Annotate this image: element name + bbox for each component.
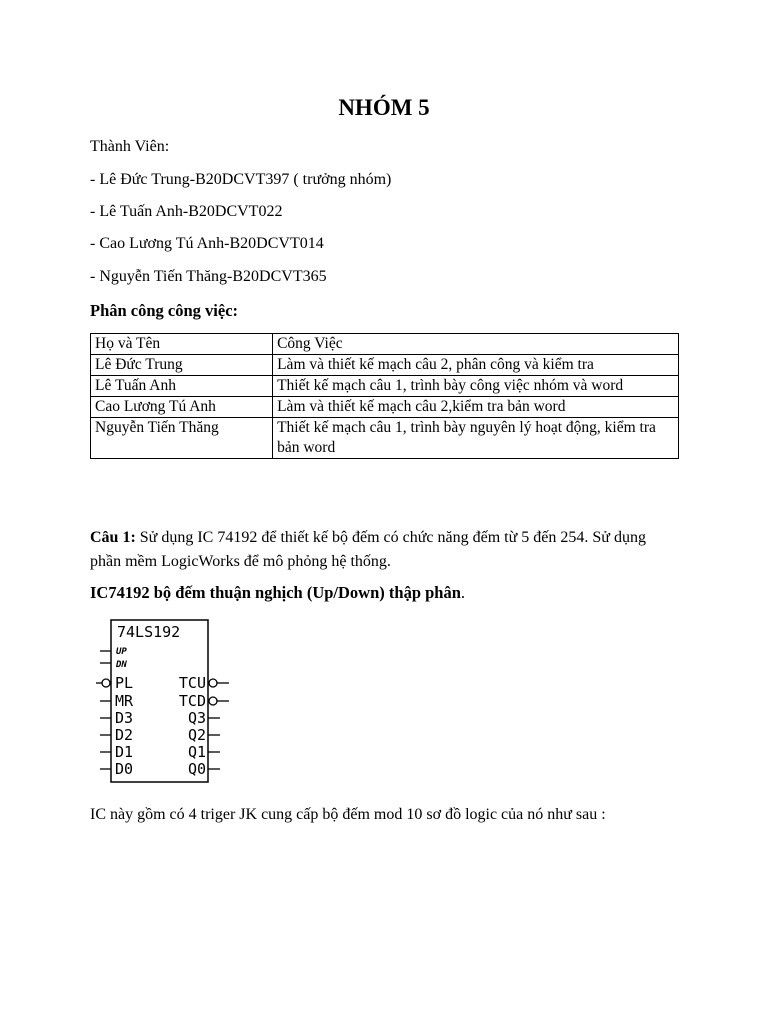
table-cell-name: Lê Tuấn Anh <box>91 376 273 397</box>
ic-74ls192-symbol <box>86 617 236 785</box>
member-item: - Lê Tuấn Anh-B20DCVT022 <box>90 203 283 220</box>
question-label: Câu 1: <box>90 529 136 546</box>
pin-label-d2: D2 <box>115 726 134 744</box>
pin-label-q3: Q3 <box>187 709 206 727</box>
assignment-heading: Phân công công việc: <box>90 301 239 320</box>
pin-label-tcu: TCU <box>178 674 206 692</box>
pin-label-pl: PL <box>115 674 134 692</box>
pin-label-tcd: TCD <box>178 692 206 710</box>
pin-label-d3: D3 <box>115 709 134 727</box>
pin-label-d1: D1 <box>115 743 134 761</box>
table-cell-task: Làm và thiết kế mạch câu 2, phân công và kiểm tra <box>273 355 679 376</box>
table-header-cell: Họ và Tên <box>91 334 273 355</box>
table-row <box>91 355 679 376</box>
members-heading: Thành Viên: <box>90 138 170 155</box>
table-row <box>91 418 679 459</box>
table-cell-task: Thiết kế mạch câu 1, trình bày công việc nhóm và word <box>273 376 679 397</box>
table-header-row <box>91 334 679 355</box>
inverter-bubble <box>209 679 217 687</box>
member-item: - Lê Đức Trung-B20DCVT397 ( trưởng nhóm) <box>90 171 392 188</box>
table-cell-task: Thiết kế mạch câu 1, trình bày nguyên lý hoạt động, kiểm tra bản word <box>273 418 679 459</box>
pin-label-mr: MR <box>115 692 134 710</box>
pin-label-q0: Q0 <box>187 760 206 778</box>
table-row <box>91 397 679 418</box>
table-cell-name: Nguyễn Tiến Thăng <box>91 418 273 459</box>
pin-label-q2: Q2 <box>187 726 206 744</box>
page-title: NHÓM 5 <box>338 95 430 120</box>
member-item: - Nguyễn Tiến Thăng-B20DCVT365 <box>90 268 327 285</box>
ic-heading <box>90 583 465 603</box>
pin-label-d0: D0 <box>115 760 134 778</box>
question-text: Sử dụng IC 74192 để thiết kế bộ đếm có chức năng đếm từ 5 đến 254. Sử dụng phần mềm LogicWorks để mô phỏng hệ thống. <box>90 529 646 570</box>
ic-heading-bold: IC74192 bộ đếm thuận nghịch (Up/Down) thập phân <box>90 583 461 602</box>
ic-heading-tail: . <box>460 583 466 602</box>
pin-label-q1: Q1 <box>187 743 206 761</box>
pin-label-dn: DN <box>116 660 127 670</box>
question-paragraph <box>90 526 680 574</box>
inverter-bubble <box>102 679 110 687</box>
ic-name-label: 74LS192 <box>117 623 181 641</box>
assignment-table <box>90 333 679 459</box>
table-cell-task: Làm và thiết kế mạch câu 2,kiểm tra bản word <box>273 397 679 418</box>
table-cell-name: Cao Lương Tú Anh <box>91 397 273 418</box>
table-cell-name: Lê Đức Trung <box>91 355 273 376</box>
closing-paragraph: IC này gồm có 4 triger JK cung cấp bộ đếm mod 10 sơ đồ logic của nó như sau : <box>90 806 606 823</box>
inverter-bubble <box>209 697 217 705</box>
table-row <box>91 376 679 397</box>
member-item: - Cao Lương Tú Anh-B20DCVT014 <box>90 235 324 252</box>
pin-label-up: UP <box>116 647 127 657</box>
table-header-cell: Công Việc <box>273 334 679 355</box>
